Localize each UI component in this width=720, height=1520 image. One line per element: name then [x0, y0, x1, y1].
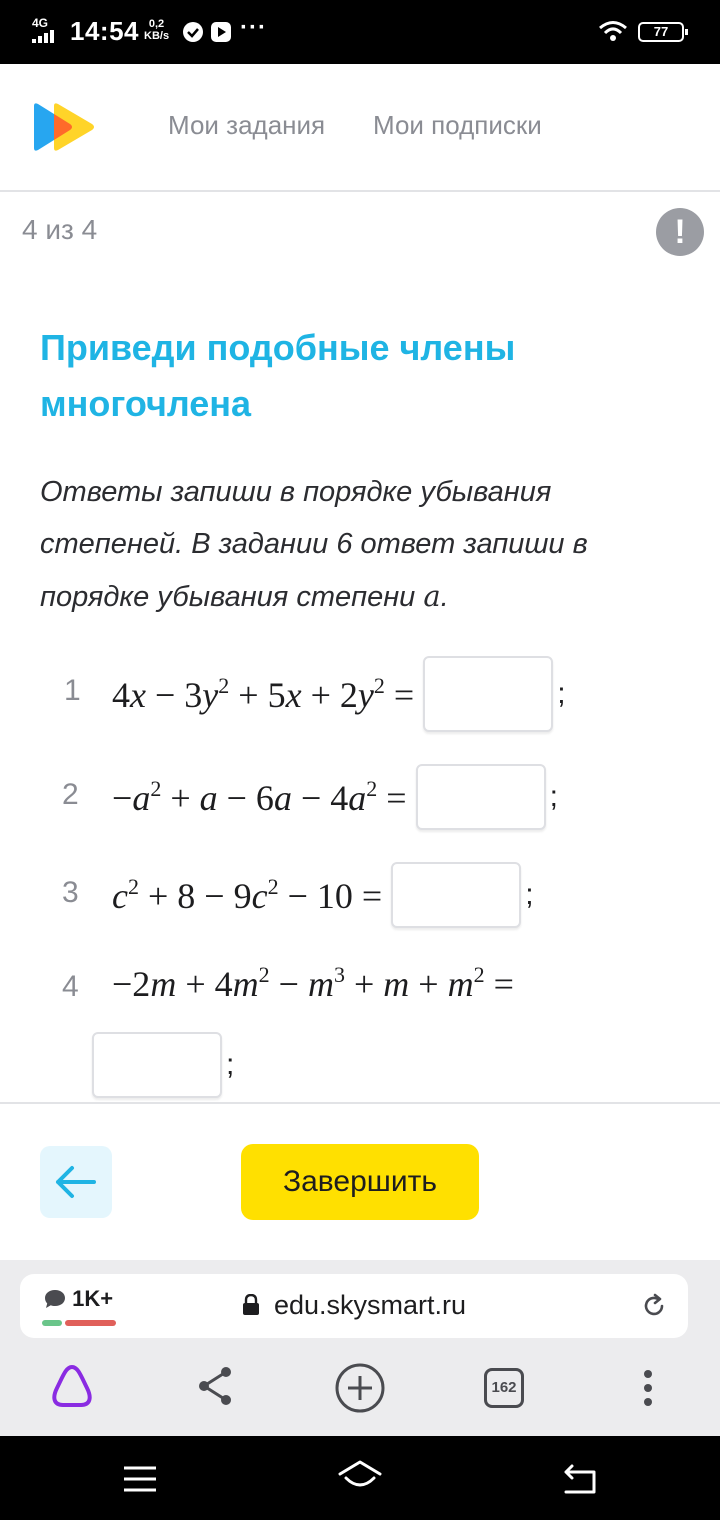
comments-counter[interactable]: 1K+: [44, 1286, 113, 1312]
exercise-3: [112, 862, 534, 928]
exercise-number: 3: [62, 876, 79, 909]
back-nav-icon[interactable]: [560, 1462, 598, 1501]
report-issue-button[interactable]: !: [656, 208, 704, 256]
exercise-1: [112, 656, 566, 732]
rating-bar: [42, 1320, 116, 1326]
comment-icon: [44, 1289, 66, 1309]
address-bar[interactable]: [20, 1274, 688, 1338]
check-notification-icon: [183, 22, 203, 42]
nav-my-tasks[interactable]: Мои задания: [168, 110, 326, 140]
browser-chrome: [0, 1260, 720, 1436]
exercise-4-answer-row: [92, 1032, 234, 1098]
task-progress: 4 из 4: [22, 214, 98, 245]
site-header: [0, 64, 720, 192]
answer-input[interactable]: [416, 764, 546, 830]
task-title: Приведи подобные члены многочлена: [40, 327, 516, 424]
nav-my-subscriptions[interactable]: Мои подписки: [373, 110, 542, 140]
answer-input[interactable]: [92, 1032, 222, 1098]
youtube-notification-icon: [211, 22, 231, 42]
tabs-button[interactable]: 162: [484, 1368, 524, 1408]
system-nav-bar: [0, 1436, 720, 1520]
exercise-number: 4: [62, 970, 79, 1003]
home-icon[interactable]: [336, 1458, 384, 1499]
reload-icon[interactable]: [640, 1292, 668, 1325]
wifi-icon: [598, 20, 628, 47]
battery-icon: 77: [638, 22, 684, 42]
menu-icon[interactable]: [122, 1464, 158, 1499]
arrow-left-icon: [40, 1146, 112, 1218]
answer-input[interactable]: [391, 862, 521, 928]
back-button[interactable]: [40, 1146, 112, 1218]
exercise-2: [112, 764, 558, 830]
exercise-number: 2: [62, 778, 79, 811]
share-icon[interactable]: [196, 1362, 236, 1415]
status-bar: [0, 0, 720, 64]
expression: $-2m + 4m^2 - m^3 + m + m^2$ =: [112, 962, 514, 1004]
divider: [0, 1102, 720, 1104]
lock-icon: [242, 1294, 260, 1321]
skysmart-logo[interactable]: [30, 102, 96, 157]
url-text[interactable]: edu.skysmart.ru: [274, 1290, 467, 1320]
alice-icon[interactable]: [48, 1362, 96, 1415]
expression: $-a^2 + a - 6a - 4a^2$ =: [112, 775, 416, 818]
signal-icon: [32, 30, 54, 43]
network-type: 4G: [32, 16, 49, 30]
answer-input[interactable]: [423, 656, 553, 732]
semicolon: ;: [557, 677, 566, 710]
semicolon: ;: [549, 780, 558, 813]
exercise-4: [112, 962, 514, 1005]
finish-button[interactable]: Завершить: [241, 1144, 479, 1220]
network-speed: 0,2 KB/s: [144, 18, 170, 42]
expression: $c^2 + 8 - 9c^2 - 10$ =: [112, 873, 392, 916]
expression: $4x - 3y^2 + 5x + 2y^2$ =: [112, 672, 424, 715]
status-time: 14:54: [70, 16, 139, 46]
semicolon: ;: [226, 1048, 235, 1081]
exercise-number: 1: [64, 674, 81, 707]
new-tab-icon[interactable]: [334, 1362, 386, 1419]
more-notifications-icon: ···: [240, 14, 267, 41]
task-description: Ответы запиши в порядке убывания степеней. В задании 6 ответ запиши в порядке убывания степени a.: [40, 476, 588, 613]
menu-dots-icon[interactable]: [636, 1362, 660, 1419]
semicolon: ;: [525, 878, 534, 911]
